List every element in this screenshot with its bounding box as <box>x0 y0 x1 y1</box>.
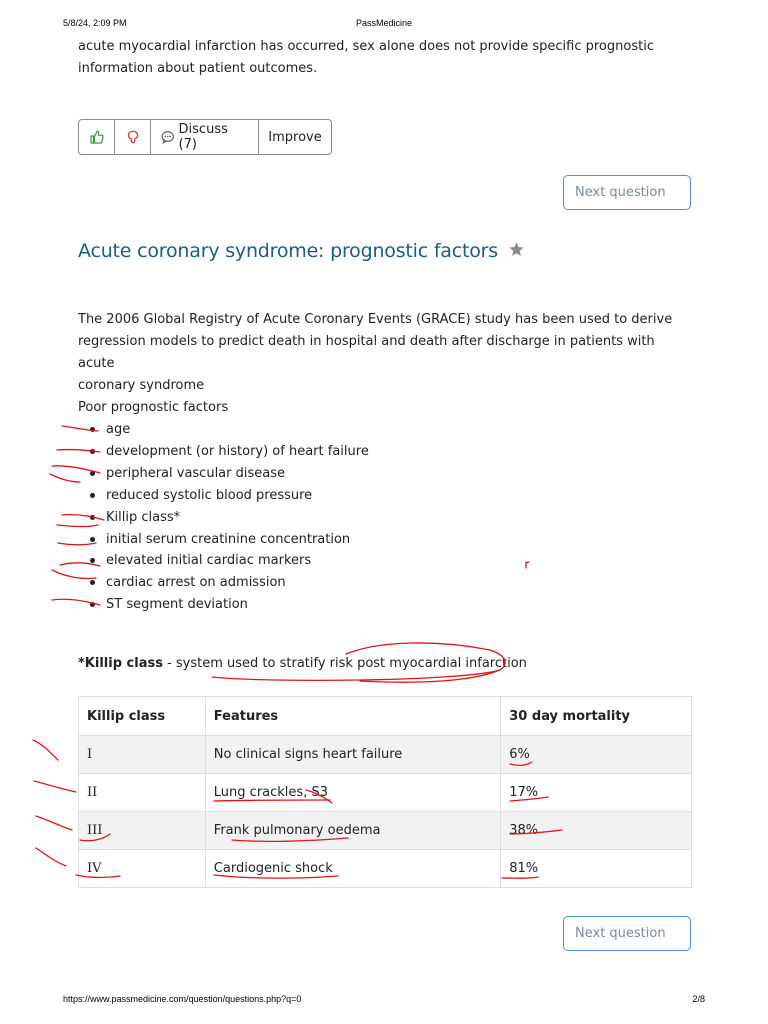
list-item: age <box>78 419 369 441</box>
discuss-label: Discuss (7) <box>178 122 228 152</box>
annotation-stroke <box>34 781 76 792</box>
killip-class-cell: IV <box>79 850 206 888</box>
print-footer <box>0 994 768 1006</box>
mortality-cell: 38% <box>501 812 692 850</box>
list-item: elevated initial cardiac markers <box>78 550 369 572</box>
list-item: reduced systolic blood pressure <box>78 485 369 507</box>
table-row <box>79 736 692 774</box>
factors-heading: Poor prognostic factors <box>78 400 229 415</box>
improve-button[interactable] <box>259 120 331 154</box>
topic-description <box>78 309 678 397</box>
killip-note-text: - system used to stratify risk post myocardial infarction <box>162 656 527 671</box>
annotation-stroke <box>36 816 72 830</box>
mortality-cell: 81% <box>501 850 692 888</box>
list-item: peripheral vascular disease <box>78 463 369 485</box>
description-line: The 2006 Global Registry of Acute Coronary Events (GRACE) study has been used to derive <box>78 312 673 327</box>
explanation-line: acute myocardial infarction has occurred, sex alone does not provide specific prognostic <box>78 39 654 54</box>
like-button[interactable] <box>79 120 115 154</box>
column-header: Features <box>205 697 500 736</box>
improve-label: Improve <box>268 129 322 145</box>
killip-note <box>78 653 527 675</box>
print-url: https://www.passmedicine.com/question/questions.php?q=0 <box>63 994 302 1004</box>
dislike-button[interactable] <box>115 120 151 154</box>
annotation-stroke <box>526 562 529 568</box>
table-row <box>79 774 692 812</box>
list-item: development (or history) of heart failure <box>78 441 369 463</box>
list-item: initial serum creatinine concentration <box>78 529 369 551</box>
table-header-row <box>79 697 692 736</box>
print-page-number: 2/8 <box>692 994 705 1004</box>
annotation-stroke <box>33 740 58 760</box>
features-cell: No clinical signs heart failure <box>205 736 500 774</box>
features-cell: Cardiogenic shock <box>205 850 500 888</box>
table-row <box>79 850 692 888</box>
column-header: 30 day mortality <box>501 697 692 736</box>
killip-class-cell: I <box>79 736 206 774</box>
page-title: Acute coronary syndrome: prognostic factors <box>78 240 498 262</box>
killip-class-cell: III <box>79 812 206 850</box>
prognostic-factors-list <box>78 419 369 616</box>
killip-note-label: *Killip class <box>78 656 163 671</box>
print-header <box>0 18 768 30</box>
explanation-line: information about patient outcomes. <box>78 61 318 76</box>
next-question-button[interactable]: Next question <box>563 916 691 951</box>
thumbs-up-icon <box>89 129 105 145</box>
column-header: Killip class <box>79 697 206 736</box>
discuss-button[interactable] <box>151 120 259 154</box>
description-line: regression models to predict death in hospital and death after discharge in patients with acute <box>78 334 655 371</box>
killip-table <box>78 696 692 888</box>
topic-header <box>78 240 525 262</box>
star-icon[interactable] <box>508 241 525 258</box>
features-cell: Frank pulmonary oedema <box>205 812 500 850</box>
list-item: ST segment deviation <box>78 594 369 616</box>
features-cell: Lung crackles, S3 <box>205 774 500 812</box>
print-site-name: PassMedicine <box>355 18 413 28</box>
thumbs-down-icon <box>125 129 141 145</box>
explanation-text <box>78 36 678 80</box>
next-question-button[interactable]: Next question <box>563 175 691 210</box>
list-item: Killip class* <box>78 507 369 529</box>
description-line: coronary syndrome <box>78 378 205 393</box>
print-datetime: 5/8/24, 2:09 PM <box>63 18 127 28</box>
killip-class-cell: II <box>79 774 206 812</box>
annotation-stroke <box>50 474 80 482</box>
feedback-button-group <box>78 119 332 155</box>
list-item: cardiac arrest on admission <box>78 572 369 594</box>
mortality-cell: 17% <box>501 774 692 812</box>
mortality-cell: 6% <box>501 736 692 774</box>
table-row <box>79 812 692 850</box>
chat-bubble-icon <box>161 130 175 144</box>
annotation-stroke <box>36 848 66 866</box>
